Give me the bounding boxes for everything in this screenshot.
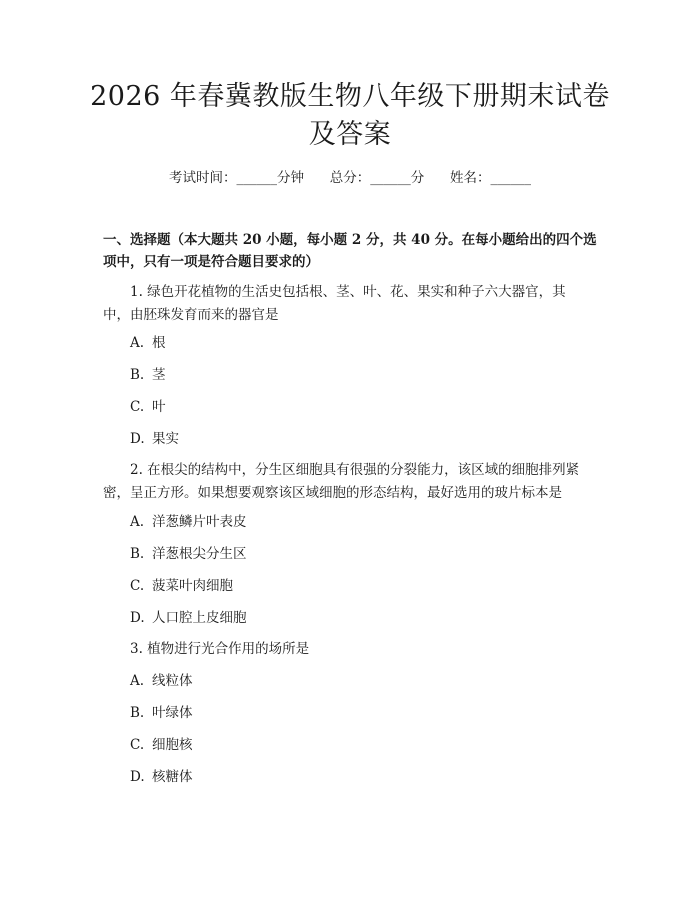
question-1-option-b: B. 茎 [130,367,166,383]
question-2-option-c: C. 菠菜叶肉细胞 [130,578,233,594]
question-2-option-a: A. 洋葱鳞片叶表皮 [130,514,247,530]
question-1-option-a: A. 根 [130,335,166,351]
question-2-text: 2. 在根尖的结构中，分生区细胞具有很强的分裂能力，该区域的细胞排列紧密，呈正方形。如果想要观察该区域细胞的形态结构，最好选用的玻片标本是 [103,462,580,501]
page-title: 2026 年春冀教版生物八年级下册期末试卷及答案 [90,81,610,150]
question-2-option-d: D. 人口腔上皮细胞 [130,610,247,626]
question-1-option-c: C. 叶 [130,399,166,415]
question-1-option-d: D. 果实 [130,431,179,447]
question-3-option-c: C. 细胞核 [130,737,193,753]
exam-info-line: 考试时间：______分钟 总分：______分 姓名：______ [169,170,531,186]
question-2-option-b: B. 洋葱根尖分生区 [130,546,247,562]
question-1-text: 1. 绿色开花植物的生活史包括根、茎、叶、花、果实和种子六大器官，其中，由胚珠发育而来的器官是 [103,284,566,323]
section-heading: 一、选择题（本大题共 20 小题，每小题 2 分，共 40 分。在每小题给出的四个选项中，只有一项是符合题目要求的） [103,232,597,270]
question-3-option-b: B. 叶绿体 [130,705,193,721]
question-3-option-d: D. 核糖体 [130,769,193,785]
question-3-text: 3. 植物进行光合作用的场所是 [130,641,310,657]
question-3-option-a: A. 线粒体 [130,673,193,689]
